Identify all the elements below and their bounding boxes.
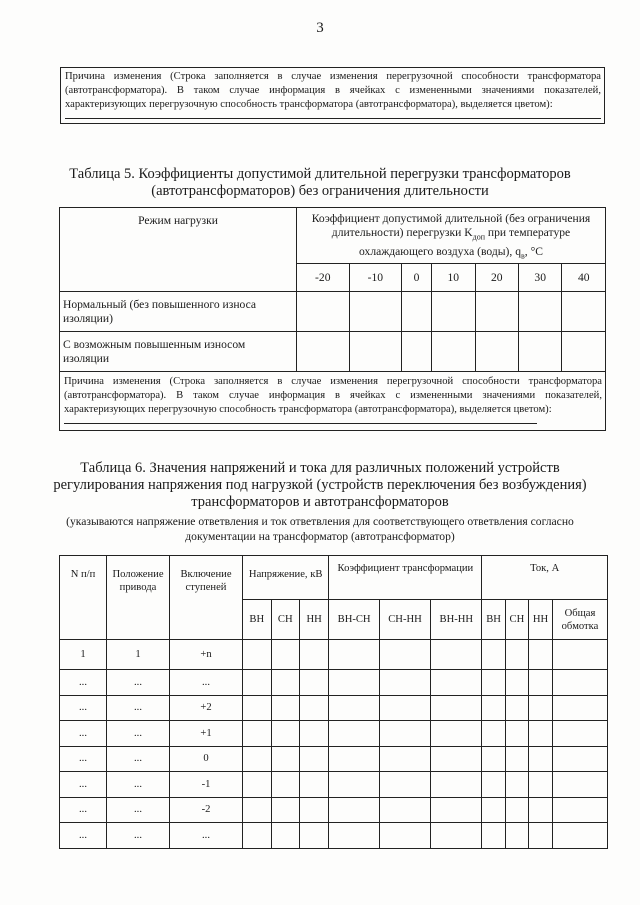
table6-value-cell[interactable] [300, 695, 329, 721]
table6 [59, 555, 608, 849]
table6-value-cell[interactable] [300, 640, 329, 670]
table6-value-cell[interactable] [482, 640, 505, 670]
table5-temp-6: 40 [562, 264, 606, 292]
fill-line [64, 423, 537, 424]
table6-subheader-ratio-1: СН-НН [379, 600, 430, 640]
table5-row-label: С возможным повышенным износом изоляции [60, 332, 297, 372]
table6-cell-num: ... [60, 695, 107, 721]
table6-value-cell[interactable] [505, 746, 528, 772]
table6-cell-steps: -2 [170, 797, 243, 823]
table5-value-cell[interactable] [475, 332, 518, 372]
table6-value-cell[interactable] [431, 695, 482, 721]
table6-value-cell[interactable] [553, 746, 608, 772]
change-reason-text: Причина изменения (Строка заполняется в случае изменения перегрузочной способности трансформатора (автотрансформатора). В таком случае информация в ячейках с измененными значениями показателей, характеризующих перегрузочную способность трансформатора (автотрансформатора), выделяется цветом): [65, 71, 601, 110]
table5-value-cell[interactable] [562, 292, 606, 332]
table6-header-steps: Включение ступеней [170, 556, 243, 640]
table6-value-cell[interactable] [329, 772, 380, 798]
table6-value-cell[interactable] [529, 640, 553, 670]
table6-header-position: Положение привода [107, 556, 170, 640]
table6-cell-steps: +2 [170, 695, 243, 721]
table5-temp-5: 30 [518, 264, 561, 292]
table6-row [60, 640, 608, 670]
change-reason-note-top [60, 67, 605, 124]
table6-value-cell[interactable] [271, 797, 300, 823]
table6-cell-num: 1 [60, 640, 107, 670]
table6-value-cell[interactable] [529, 772, 553, 798]
table6-value-cell[interactable] [431, 797, 482, 823]
change-reason-note-table5 [60, 372, 606, 431]
table6-value-cell[interactable] [243, 670, 272, 696]
table6-value-cell[interactable] [271, 721, 300, 747]
fill-line [65, 118, 601, 119]
table6-value-cell[interactable] [529, 721, 553, 747]
table6-value-cell[interactable] [379, 695, 430, 721]
table5-value-cell[interactable] [349, 292, 402, 332]
table6-subheader-voltage-1: СН [271, 600, 300, 640]
table5-row-label: Нормальный (без повышенного износа изоляции) [60, 292, 297, 332]
table6-value-cell[interactable] [300, 797, 329, 823]
table6-value-cell[interactable] [431, 721, 482, 747]
table6-value-cell[interactable] [243, 640, 272, 670]
table6-value-cell[interactable] [329, 823, 380, 849]
table6-value-cell[interactable] [505, 670, 528, 696]
table5-title: Таблица 5. Коэффициенты допустимой длительной перегрузки трансформаторов (автотрансформаторов) без ограничения длительности [69, 166, 571, 199]
table6-cell-steps: +1 [170, 721, 243, 747]
table5-value-cell[interactable] [432, 292, 475, 332]
table6-value-cell[interactable] [529, 823, 553, 849]
table6-value-cell[interactable] [243, 772, 272, 798]
table5-value-cell[interactable] [475, 292, 518, 332]
table5-temp-3: 10 [432, 264, 475, 292]
table6-value-cell[interactable] [553, 823, 608, 849]
table5-header-mode: Режим нагрузки [60, 208, 297, 292]
table6-value-cell[interactable] [505, 772, 528, 798]
table6-subheader-current-0: ВН [482, 600, 505, 640]
table6-value-cell[interactable] [271, 640, 300, 670]
table6-cell-position: ... [107, 772, 170, 798]
table6-value-cell[interactable] [431, 640, 482, 670]
table6-value-cell[interactable] [482, 670, 505, 696]
table6-value-cell[interactable] [431, 670, 482, 696]
table6-value-cell[interactable] [529, 695, 553, 721]
table6-cell-num: ... [60, 772, 107, 798]
table6-value-cell[interactable] [300, 746, 329, 772]
table5-row [60, 332, 606, 372]
table5 [59, 207, 606, 431]
table6-cell-steps: ... [170, 823, 243, 849]
table6-cell-num: ... [60, 721, 107, 747]
table6-value-cell[interactable] [482, 695, 505, 721]
table6-value-cell[interactable] [529, 670, 553, 696]
table6-value-cell[interactable] [329, 721, 380, 747]
table6-cell-position: ... [107, 721, 170, 747]
table6-value-cell[interactable] [505, 823, 528, 849]
table6-value-cell[interactable] [243, 797, 272, 823]
table6-subheader-voltage-2: НН [300, 600, 329, 640]
table6-subheader-current-3: Общая обмотка [553, 600, 608, 640]
table5-value-cell[interactable] [402, 292, 432, 332]
table6-cell-position: 1 [107, 640, 170, 670]
table6-value-cell[interactable] [482, 746, 505, 772]
table6-value-cell[interactable] [553, 797, 608, 823]
table5-value-cell[interactable] [518, 292, 561, 332]
table6-value-cell[interactable] [379, 721, 430, 747]
table6-value-cell[interactable] [300, 823, 329, 849]
table6-header-num: N п/п [60, 556, 107, 640]
table6-row [60, 670, 608, 696]
table6-value-cell[interactable] [329, 746, 380, 772]
table6-cell-position: ... [107, 746, 170, 772]
table5-temp-4: 20 [475, 264, 518, 292]
table6-value-cell[interactable] [379, 670, 430, 696]
table6-cell-steps: ... [170, 670, 243, 696]
table6-value-cell[interactable] [553, 640, 608, 670]
table6-value-cell[interactable] [529, 797, 553, 823]
table6-value-cell[interactable] [243, 695, 272, 721]
table6-value-cell[interactable] [482, 823, 505, 849]
table6-value-cell[interactable] [505, 640, 528, 670]
table6-value-cell[interactable] [329, 640, 380, 670]
table6-value-cell[interactable] [529, 746, 553, 772]
table6-row [60, 695, 608, 721]
table6-value-cell[interactable] [271, 772, 300, 798]
table5-value-cell[interactable] [402, 332, 432, 372]
table6-title: Таблица 6. Значения напряжений и тока для различных положений устройств регулирования напряжения под нагрузкой (устройств переключения без возбуждения) трансформаторов и автотрансформаторов [53, 460, 587, 510]
table6-value-cell[interactable] [379, 746, 430, 772]
table5-temp-0: -20 [297, 264, 350, 292]
table6-row [60, 746, 608, 772]
table6-subheader-ratio-0: ВН-СН [329, 600, 380, 640]
table6-cell-steps: 0 [170, 746, 243, 772]
table5-header-coef: Коэффициент допустимой длительной (без ограничения длительности) перегрузки $K_{доп}$ при температуре охлаждающего воздуха (воды), $q_в$, °С [297, 208, 606, 264]
table6-subheader-current-1: СН [505, 600, 528, 640]
table6-value-cell[interactable] [271, 746, 300, 772]
table5-temp-2: 0 [402, 264, 432, 292]
table6-row [60, 823, 608, 849]
table5-value-cell[interactable] [432, 332, 475, 372]
table6-value-cell[interactable] [300, 670, 329, 696]
table6-value-cell[interactable] [329, 670, 380, 696]
table6-row [60, 772, 608, 798]
table6-value-cell[interactable] [271, 695, 300, 721]
table6-value-cell[interactable] [553, 772, 608, 798]
table6-subheader-current-2: НН [529, 600, 553, 640]
page-number: 3 [316, 20, 324, 36]
table6-value-cell[interactable] [329, 797, 380, 823]
table6-value-cell[interactable] [482, 772, 505, 798]
table6-value-cell[interactable] [379, 823, 430, 849]
table6-value-cell[interactable] [431, 823, 482, 849]
table6-value-cell[interactable] [379, 640, 430, 670]
table5-value-cell[interactable] [349, 332, 402, 372]
table5-value-cell[interactable] [297, 292, 350, 332]
table6-value-cell[interactable] [243, 823, 272, 849]
table6-value-cell[interactable] [243, 721, 272, 747]
table6-cell-steps: -1 [170, 772, 243, 798]
table6-value-cell[interactable] [482, 797, 505, 823]
table5-value-cell[interactable] [562, 332, 606, 372]
table6-value-cell[interactable] [553, 695, 608, 721]
table6-value-cell[interactable] [431, 746, 482, 772]
table6-value-cell[interactable] [329, 695, 380, 721]
table6-value-cell[interactable] [300, 772, 329, 798]
table6-value-cell[interactable] [379, 797, 430, 823]
table6-value-cell[interactable] [379, 772, 430, 798]
table6-cell-position: ... [107, 797, 170, 823]
table6-value-cell[interactable] [505, 797, 528, 823]
table5-temp-1: -10 [349, 264, 402, 292]
table5-row [60, 292, 606, 332]
table6-header-current: Ток, А [482, 556, 608, 600]
change-reason-text: Причина изменения (Строка заполняется в случае изменения перегрузочной способности трансформатора (автотрансформатора). В таком случае информация в ячейках с измененными значениями показателей, характеризующих перегрузочную способность трансформатора (автотрансформатора), выделяется цветом): [64, 376, 602, 415]
table6-value-cell[interactable] [271, 670, 300, 696]
table6-row [60, 721, 608, 747]
table6-cell-num: ... [60, 823, 107, 849]
table6-cell-position: ... [107, 823, 170, 849]
table6-header-ratio: Коэффициент трансформации [329, 556, 482, 600]
table6-cell-steps: +n [170, 640, 243, 670]
table6-cell-num: ... [60, 746, 107, 772]
table6-value-cell[interactable] [482, 721, 505, 747]
table6-row [60, 797, 608, 823]
table6-cell-num: ... [60, 797, 107, 823]
table6-header-voltage: Напряжение, кВ [243, 556, 329, 600]
table6-subtitle: (указываются напряжение ответвления и ток ответвления для соответствующего ответвления согласно документации на трансформатор (автотрансформатор) [66, 515, 574, 543]
table6-value-cell[interactable] [505, 695, 528, 721]
table6-cell-num: ... [60, 670, 107, 696]
table6-value-cell[interactable] [243, 746, 272, 772]
table6-value-cell[interactable] [553, 721, 608, 747]
table5-value-cell[interactable] [518, 332, 561, 372]
table6-cell-position: ... [107, 670, 170, 696]
table5-value-cell[interactable] [297, 332, 350, 372]
table6-value-cell[interactable] [553, 670, 608, 696]
table6-value-cell[interactable] [300, 721, 329, 747]
table6-cell-position: ... [107, 695, 170, 721]
table6-value-cell[interactable] [505, 721, 528, 747]
table6-value-cell[interactable] [431, 772, 482, 798]
table6-subheader-ratio-2: ВН-НН [431, 600, 482, 640]
table6-value-cell[interactable] [271, 823, 300, 849]
table6-subheader-voltage-0: ВН [243, 600, 272, 640]
